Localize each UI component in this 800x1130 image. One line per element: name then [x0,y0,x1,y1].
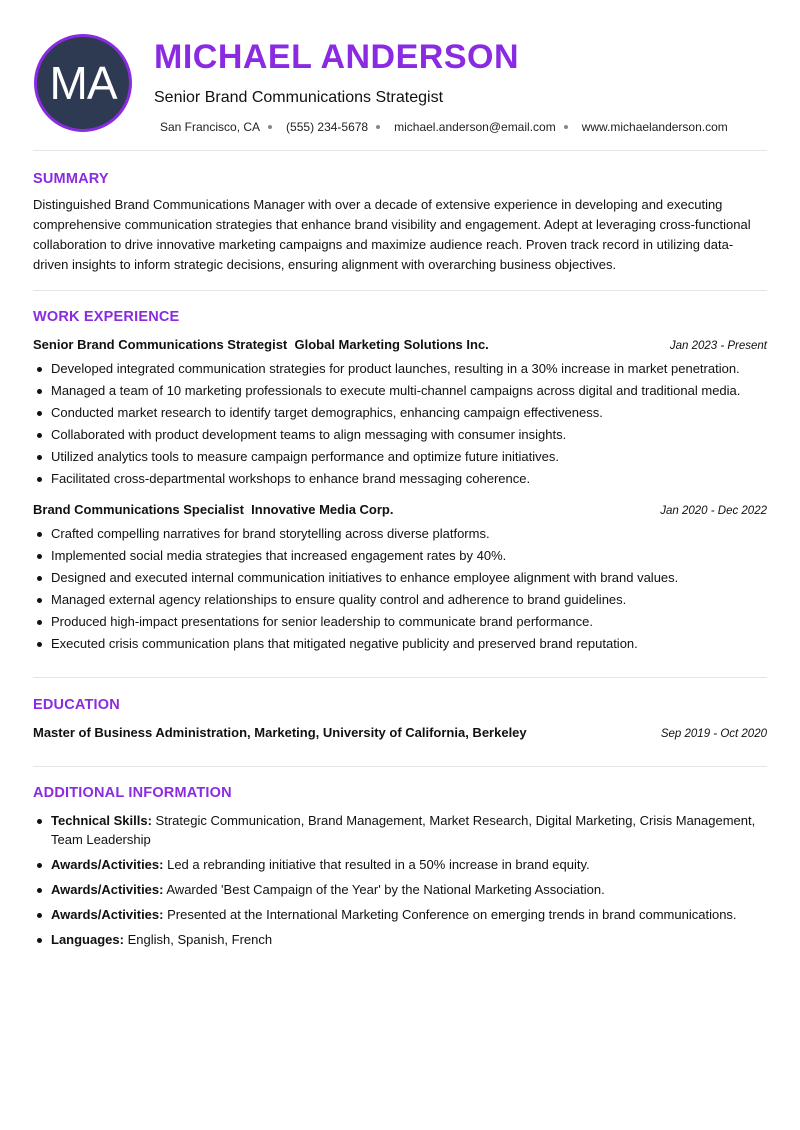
additional-heading: ADDITIONAL INFORMATION [33,785,232,801]
item-label: Awards/Activities: [51,882,164,897]
list-item [33,855,767,874]
list-item: Managed external agency relationships to ensure quality control and adherence to brand guidelines. [33,589,767,611]
experience-heading: WORK EXPERIENCE [33,309,180,325]
list-item: Collaborated with product development teams to align messaging with consumer insights. [33,424,767,446]
separator-dot-icon [564,125,568,129]
job-company: Global Marketing Solutions Inc. [294,337,489,352]
job-entry [33,337,767,490]
job-dates: Jan 2020 - Dec 2022 [660,505,767,517]
contact-info [160,120,728,134]
list-item: Managed a team of 10 marketing professionals to execute multi-channel campaigns across digital and traditional media. [33,380,767,402]
item-text: Strategic Communication, Brand Management, Market Research, Digital Marketing, Crisis Management, Team Leadership [51,813,756,847]
avatar: MA [34,34,132,132]
contact-website[interactable]: www.michaelanderson.com [581,120,728,134]
list-item: Facilitated cross-departmental workshops to enhance brand messaging coherence. [33,468,767,490]
experience-section [33,291,767,655]
list-item: Utilized analytics tools to measure campaign performance and optimize future initiatives. [33,446,767,468]
separator-dot-icon [268,125,272,129]
summary-section [33,151,767,275]
item-label: Awards/Activities: [51,907,164,922]
list-item: Conducted market research to identify target demographics, enhancing campaign effectiveness. [33,402,767,424]
list-item: Produced high-impact presentations for senior leadership to communicate brand performance. [33,611,767,633]
contact-email[interactable]: michael.anderson@email.com [394,120,556,134]
contact-phone: (555) 234-5678 [286,120,369,134]
job-header [33,337,767,352]
education-heading: EDUCATION [33,697,120,713]
item-label: Languages: [51,932,124,947]
item-label: Technical Skills: [51,813,152,828]
list-item: Executed crisis communication plans that mitigated negative publicity and preserved brand reputation. [33,633,767,655]
job-header [33,502,767,517]
additional-list [33,811,767,949]
job-entry [33,502,767,655]
list-item: Crafted compelling narratives for brand storytelling across diverse platforms. [33,523,767,545]
list-item [33,880,767,899]
list-item: Implemented social media strategies that increased engagement rates by 40%. [33,545,767,567]
job-role: Brand Communications Specialist [33,502,244,517]
education-dates: Sep 2019 - Oct 2020 [660,728,767,740]
job-bullets [33,523,767,655]
education-section [33,678,767,740]
summary-text: Distinguished Brand Communications Manager with over a decade of extensive experience in developing and executing comprehensive communication strategies that enhance brand visibility and engagement. Adept at leveraging cross-functional collaboration to drive innovative marketing campaigns and maximize audience reach. Proven track record in utilizing data-driven insights to inform strategic decisions, ensuring alignment with overarching business objectives. [33,197,751,272]
separator-dot-icon [376,125,380,129]
job-role: Senior Brand Communications Strategist [33,337,288,352]
job-dates: Jan 2023 - Present [669,340,767,352]
list-item: Designed and executed internal communication initiatives to enhance employee alignment with brand values. [33,567,767,589]
list-item [33,905,767,924]
candidate-name: MICHAEL ANDERSON [154,38,520,76]
candidate-title: Senior Brand Communications Strategist [154,89,444,106]
summary-heading: SUMMARY [33,171,109,187]
job-bullets [33,358,767,490]
item-text: Presented at the International Marketing Conference on emerging trends in brand communications. [167,907,737,922]
list-item: Developed integrated communication strategies for product launches, resulting in a 30% increase in market penetration. [33,358,767,380]
education-entry [33,725,767,740]
list-item [33,811,767,849]
resume-header [33,0,767,150]
list-item [33,930,767,949]
item-text: Awarded 'Best Campaign of the Year' by the National Marketing Association. [166,882,605,897]
job-company: Innovative Media Corp. [251,502,394,517]
contact-location: San Francisco, CA [160,120,261,134]
item-text: English, Spanish, French [127,932,273,947]
additional-section [33,767,767,949]
degree: Master of Business Administration, Marketing, University of California, Berkeley [33,725,527,740]
item-label: Awards/Activities: [51,857,164,872]
item-text: Led a rebranding initiative that resulted in a 50% increase in brand equity. [167,857,590,872]
